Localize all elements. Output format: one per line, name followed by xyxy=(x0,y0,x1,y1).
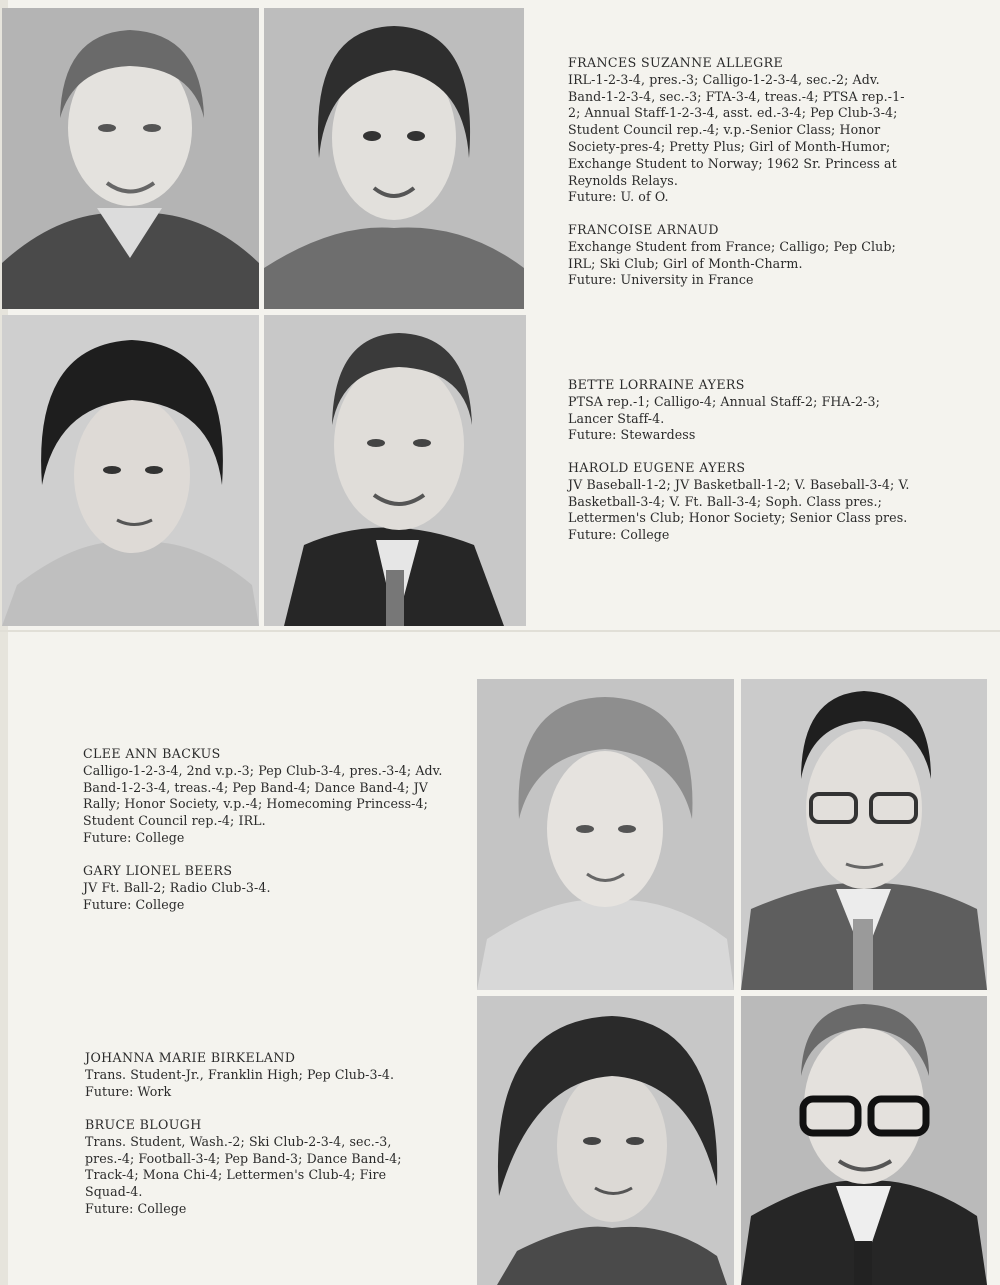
student-name: BETTE LORRAINE AYERS xyxy=(568,377,745,392)
student-future: Future: College xyxy=(568,527,670,543)
bio-harold-ayers xyxy=(568,460,913,544)
student-activities: Trans. Student, Wash.-2; Ski Club-2-3-4, sec.-3, pres.-4; Football-3-4; Pep Band-3; Dance Band-4; Track-4; Mona Chi-4; Lettermen's Club-4; Fire Squad-4. xyxy=(85,1133,402,1200)
bio-francoise-arnaud xyxy=(568,222,913,289)
student-name: BRUCE BLOUGH xyxy=(85,1117,202,1132)
portrait-francoise-arnaud xyxy=(264,8,524,309)
page-divider xyxy=(0,630,1000,632)
bio-johanna-birkeland xyxy=(85,1050,430,1100)
portrait-bruce-blough xyxy=(741,996,987,1285)
student-future: Future: College xyxy=(83,896,185,912)
student-activities: JV Ft. Ball-2; Radio Club-3-4. xyxy=(83,879,271,895)
portrait-frances-allegre xyxy=(2,8,259,309)
student-future: Future: U. of O. xyxy=(568,189,669,205)
portrait-bette-ayers xyxy=(2,315,259,626)
portrait-gary-beers xyxy=(741,679,987,990)
student-future: Future: College xyxy=(85,1200,187,1216)
student-future: Future: Work xyxy=(85,1083,172,1099)
portrait-harold-ayers xyxy=(264,315,526,626)
student-activities: IRL-1-2-3-4, pres.-3; Calligo-1-2-3-4, sec.-2; Adv. Band-1-2-3-4, sec.-3; FTA-3-4, treas.-4; PTSA rep.-1-2; Annual Staff-1-2-3-4, asst. ed.-3-4; Pep Club-3-4; Student Council rep.-4; v.p.-Senior Class; Honor Society-pres-4; Pretty Plus; Girl of Month-Humor; Exchange Student to Norway; 1962 Sr. Princess at Reynolds Relays. xyxy=(568,71,905,188)
bio-bruce-blough xyxy=(85,1117,430,1218)
student-activities: JV Baseball-1-2; JV Basketball-1-2; V. Baseball-3-4; V. Basketball-3-4; V. Ft. Ball-3-4; Soph. Class pres.; Lettermen's Club; Honor Society; Senior Class pres. xyxy=(568,476,910,526)
portrait-johanna-birkeland xyxy=(477,996,734,1285)
student-name: JOHANNA MARIE BIRKELAND xyxy=(85,1050,296,1065)
bio-bette-ayers xyxy=(568,377,913,444)
student-activities: Exchange Student from France; Calligo; Pep Club; IRL; Ski Club; Girl of Month-Charm. xyxy=(568,238,896,271)
student-future: Future: Stewardess xyxy=(568,427,696,443)
bio-frances-allegre xyxy=(568,55,913,206)
portrait-clee-backus xyxy=(477,679,734,990)
student-name: FRANCES SUZANNE ALLEGRE xyxy=(568,55,784,70)
bio-gary-beers xyxy=(83,863,448,913)
student-activities: PTSA rep.-1; Calligo-4; Annual Staff-2; FHA-2-3; Lancer Staff-4. xyxy=(568,393,880,426)
student-future: Future: College xyxy=(83,829,185,845)
student-future: Future: University in France xyxy=(568,272,754,288)
student-name: FRANCOISE ARNAUD xyxy=(568,222,719,237)
student-name: HAROLD EUGENE AYERS xyxy=(568,460,746,475)
student-name: CLEE ANN BACKUS xyxy=(83,746,221,761)
student-activities: Trans. Student-Jr., Franklin High; Pep Club-3-4. xyxy=(85,1066,395,1082)
bio-clee-backus xyxy=(83,746,448,847)
student-activities: Calligo-1-2-3-4, 2nd v.p.-3; Pep Club-3-4, pres.-3-4; Adv. Band-1-2-3-4, treas.-4; Pep Band-4; Dance Band-4; JV Rally; Honor Society, v.p.-4; Homecoming Princess-4; Student Council rep.-4; IRL. xyxy=(83,762,443,829)
student-name: GARY LIONEL BEERS xyxy=(83,863,233,878)
